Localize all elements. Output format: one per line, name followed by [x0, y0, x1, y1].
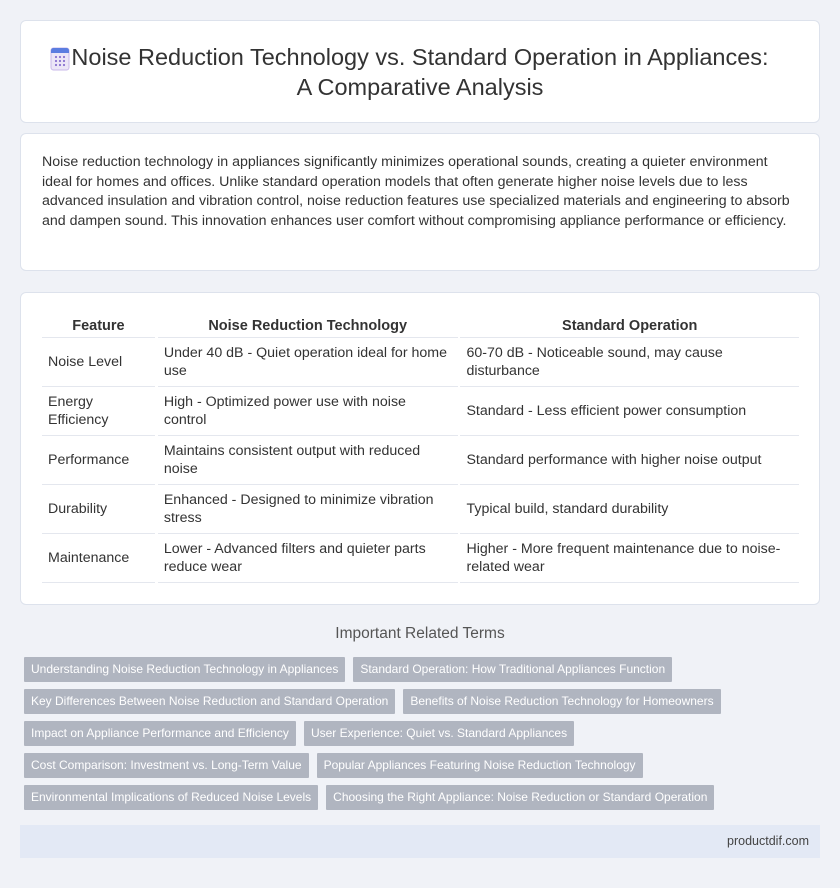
table-cell: 60-70 dB - Noticeable sound, may cause disturbance: [460, 338, 799, 387]
related-term-tag[interactable]: Benefits of Noise Reduction Technology for Homeowners: [403, 689, 720, 714]
related-term-tag[interactable]: Standard Operation: How Traditional Appliances Function: [353, 657, 672, 682]
table-cell: Maintenance: [42, 534, 155, 583]
comparison-table: [42, 315, 799, 583]
page-title: [21, 42, 819, 102]
table-row: [42, 338, 799, 387]
intro-paragraph: Noise reduction technology in appliances significantly minimizes operational sounds, creating a quieter environment ideal for homes and offices. Unlike standard operation models that often generate higher noise levels due to less advanced insulation and vibration control, noise reduction features use specialized materials and engineering to absorb and dampen sound. This innovation enhances user comfort without compromising appliance performance or efficiency.: [42, 154, 790, 229]
table-cell: Under 40 dB - Quiet operation ideal for home use: [158, 338, 458, 387]
related-term-tag[interactable]: Impact on Appliance Performance and Efficiency: [24, 721, 296, 746]
table-cell: Standard performance with higher noise output: [460, 436, 799, 485]
tag-row: [24, 753, 804, 778]
comparison-card: [20, 292, 820, 605]
table-cell: Enhanced - Designed to minimize vibration stress: [158, 485, 458, 534]
header-card: [20, 20, 820, 123]
related-terms-list: [24, 657, 804, 817]
table-cell: Performance: [42, 436, 155, 485]
table-cell: Noise Level: [42, 338, 155, 387]
related-term-tag[interactable]: Choosing the Right Appliance: Noise Reduction or Standard Operation: [326, 785, 714, 810]
related-term-tag[interactable]: Understanding Noise Reduction Technology in Appliances: [24, 657, 345, 682]
table-cell: Energy Efficiency: [42, 387, 155, 436]
table-cell: Typical build, standard durability: [460, 485, 799, 534]
column-header-noise-reduction: Noise Reduction Technology: [158, 315, 458, 338]
table-cell: High - Optimized power use with noise control: [158, 387, 458, 436]
related-term-tag[interactable]: Environmental Implications of Reduced Noise Levels: [24, 785, 318, 810]
intro-card: [20, 133, 820, 271]
related-term-tag[interactable]: Cost Comparison: Investment vs. Long-Term Value: [24, 753, 309, 778]
table-cell: Lower - Advanced filters and quieter parts reduce wear: [158, 534, 458, 583]
tag-row: [24, 689, 804, 714]
tag-row: [24, 657, 804, 682]
table-header-row: [42, 315, 799, 338]
table-cell: Durability: [42, 485, 155, 534]
column-header-standard: Standard Operation: [460, 315, 799, 338]
table-row: [42, 485, 799, 534]
page-title-line-2: A Comparative Analysis: [296, 74, 544, 100]
table-row: [42, 436, 799, 485]
table-cell: Maintains consistent output with reduced noise: [158, 436, 458, 485]
column-header-feature: Feature: [42, 315, 155, 338]
related-terms-heading: Important Related Terms: [335, 625, 505, 642]
related-term-tag[interactable]: User Experience: Quiet vs. Standard Appliances: [304, 721, 574, 746]
footer-site-link[interactable]: productdif.com: [727, 834, 809, 848]
tag-row: [24, 785, 804, 810]
table-cell: Higher - More frequent maintenance due to noise-related wear: [460, 534, 799, 583]
footer-bar: [20, 825, 820, 858]
tag-row: [24, 721, 804, 746]
related-term-tag[interactable]: Key Differences Between Noise Reduction and Standard Operation: [24, 689, 395, 714]
table-row: [42, 534, 799, 583]
table-cell: Standard - Less efficient power consumption: [460, 387, 799, 436]
related-term-tag[interactable]: Popular Appliances Featuring Noise Reduction Technology: [317, 753, 643, 778]
table-row: [42, 387, 799, 436]
page-title-line-1: Noise Reduction Technology vs. Standard Operation in Appliances:: [71, 44, 769, 70]
